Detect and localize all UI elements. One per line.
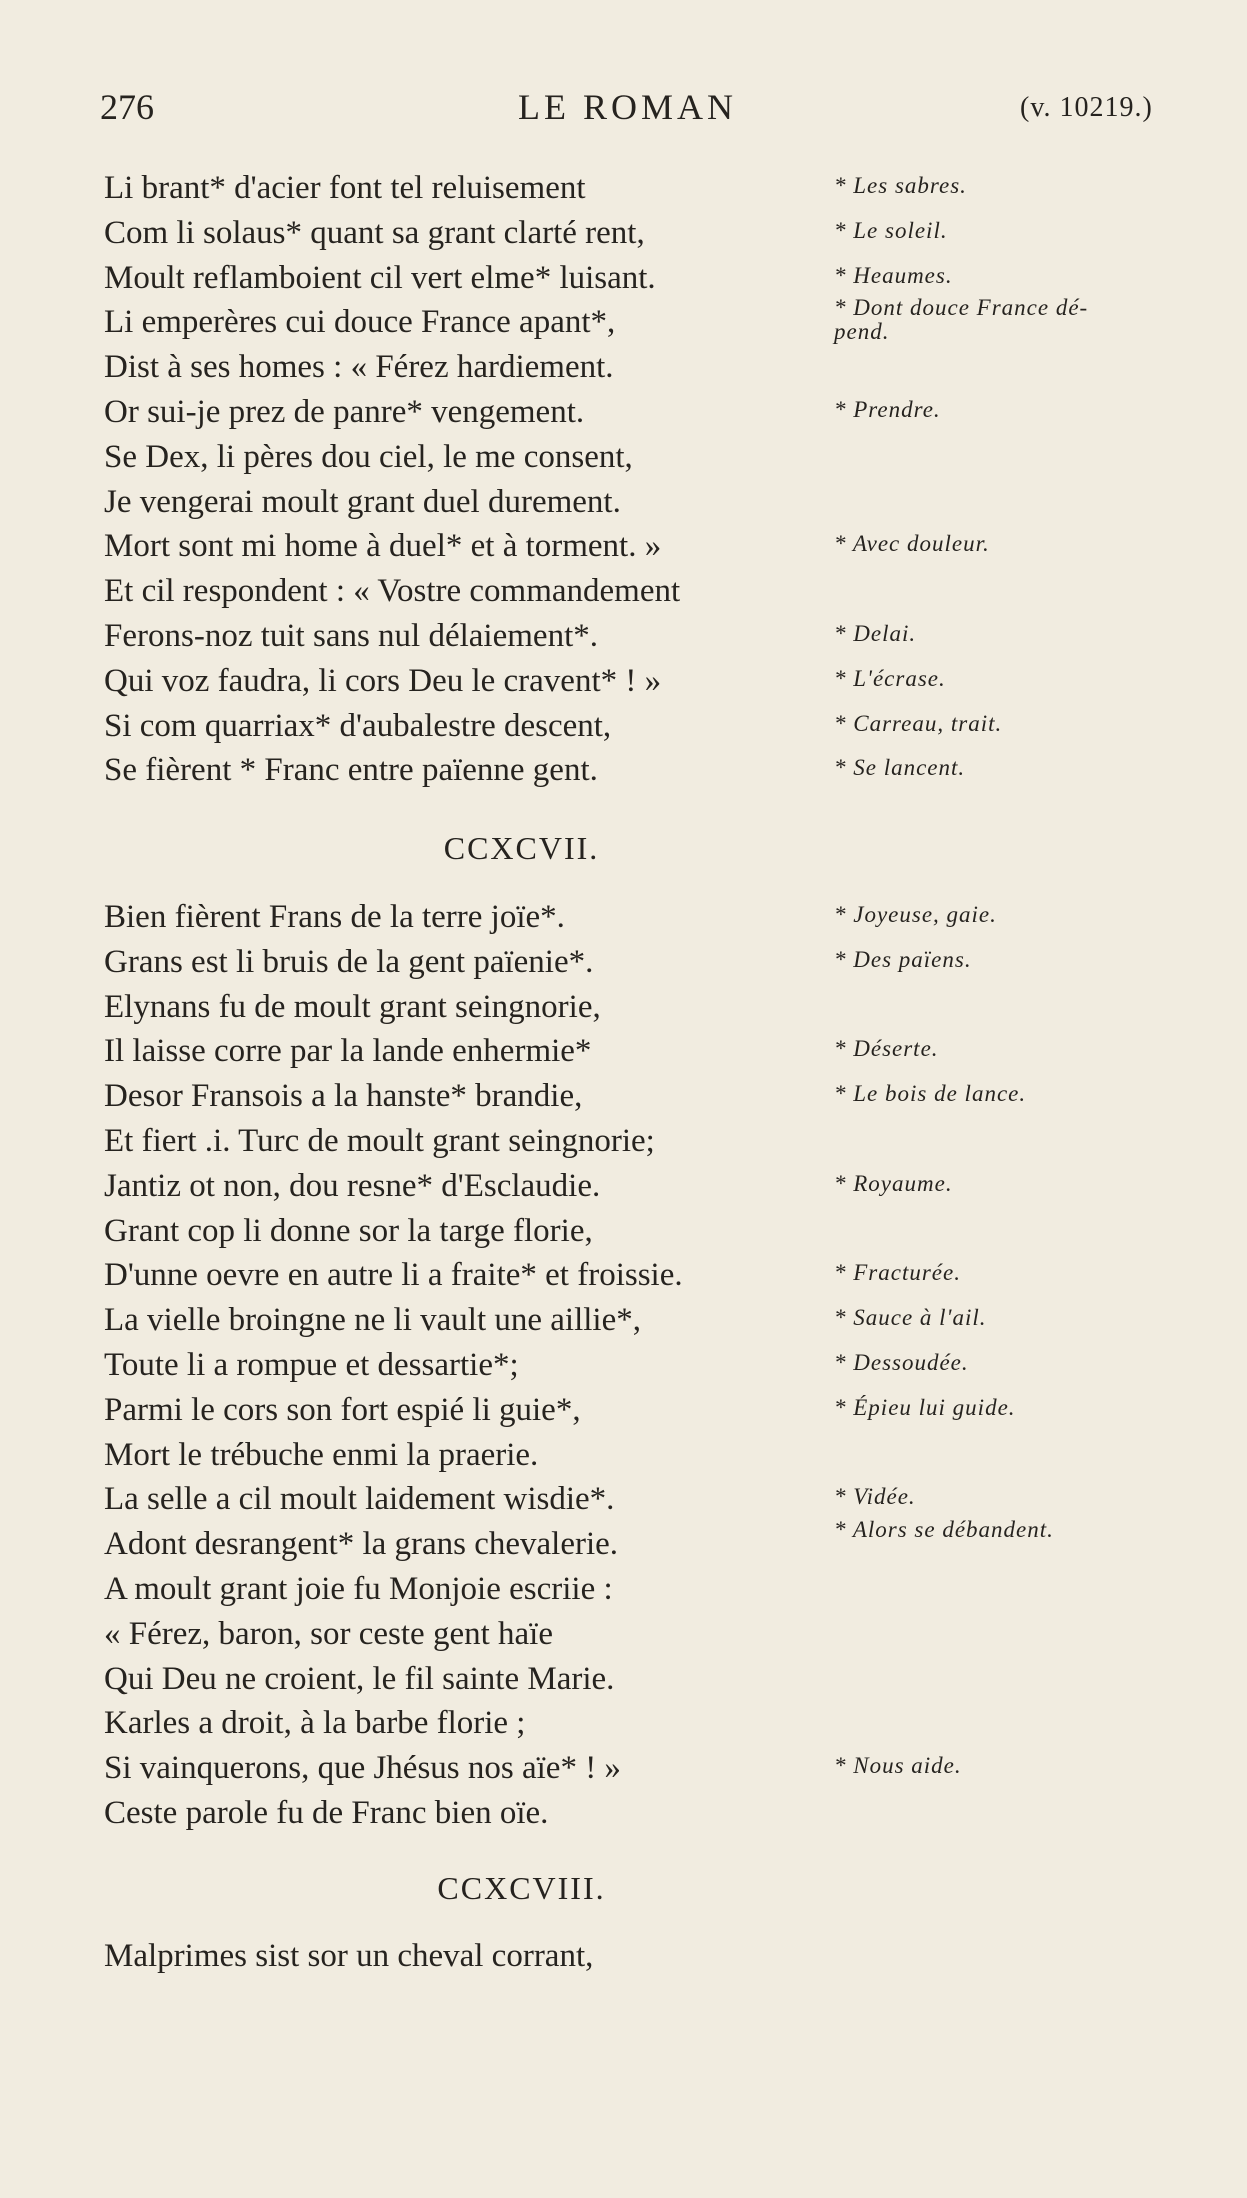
verse-row: [0, 1746, 1247, 1791]
verse-line: Ferons-noz tuit sans nul délaiement*.: [104, 617, 598, 654]
verse-row: [0, 1164, 1247, 1209]
verse-row: [0, 166, 1247, 211]
gloss-note: * Prendre.: [834, 396, 941, 422]
verse-row: [0, 1701, 1247, 1746]
verse-line: Et fiert .i. Turc de moult grant seingnorie;: [104, 1122, 655, 1159]
gloss-note: * Dont douce France dé-pend.: [834, 295, 1089, 345]
verse-line: Com li solaus* quant sa grant clarté rent,: [104, 214, 645, 251]
gloss-note: * Fracturée.: [834, 1260, 961, 1286]
verse-line: Se fièrent * Franc entre païenne gent.: [104, 752, 598, 789]
stanza-heading-ccxcviii: [0, 1870, 1247, 1907]
gloss-note: * Le bois de lance.: [834, 1081, 1027, 1107]
verse-line: La vielle broingne ne li vault une aillie*,: [104, 1302, 641, 1339]
verse-row: [0, 940, 1247, 985]
verse-line: La selle a cil moult laidement wisdie*.: [104, 1481, 615, 1518]
verse-line: Jantiz ot non, dou resne* d'Esclaudie.: [104, 1167, 601, 1204]
verse-line: Il laisse corre par la lande enhermie*: [104, 1033, 592, 1070]
page-header: [0, 86, 1247, 136]
verse-row: [0, 614, 1247, 659]
verse-row: [0, 1119, 1247, 1164]
verse-row: [0, 1791, 1247, 1836]
verse-line: Moult reflamboient cil vert elme* luisant.: [104, 259, 656, 296]
verse-line: Adont desrangent* la grans chevalerie.: [104, 1526, 619, 1563]
verse-row: [0, 659, 1247, 704]
verse-row: [0, 345, 1247, 390]
verse-line: Ceste parole fu de Franc bien oïe.: [104, 1794, 549, 1831]
gloss-note: * Des païens.: [834, 946, 972, 972]
gloss-note: * Alors se débandent.: [834, 1517, 1054, 1543]
verse-line: Or sui-je prez de panre* vengement.: [104, 393, 585, 430]
verse-row: [0, 256, 1247, 301]
verse-row: [0, 748, 1247, 793]
verse-line: Li brant* d'acier font tel reluisement: [104, 170, 586, 206]
running-title: LE ROMAN: [518, 87, 737, 127]
verse-line: Mort le trébuche enmi la praerie.: [104, 1436, 539, 1473]
verse-row: [0, 1388, 1247, 1433]
gloss-note: * Carreau, trait.: [834, 710, 1003, 736]
verse-line: Elynans fu de moult grant seingnorie,: [104, 988, 601, 1025]
stanza-ccxcvii: [0, 895, 1247, 1836]
gloss-note: * Nous aide.: [834, 1753, 962, 1779]
stanza-heading-ccxcvii: [0, 830, 1247, 867]
verse-row: [0, 480, 1247, 525]
verse-line: Malprimes sist sor un cheval corrant,: [104, 1938, 594, 1974]
verse-row: [0, 1209, 1247, 1254]
verse-line: Si com quarriax* d'aubalestre descent,: [104, 707, 612, 744]
verse-line: Li emperères cui douce France apant*,: [104, 304, 616, 341]
gloss-note: * Dessoudée.: [834, 1349, 969, 1375]
verse-row: [0, 1517, 1247, 1567]
gloss-note: * Heaumes.: [834, 262, 953, 288]
verse-row: [0, 1934, 1247, 1979]
verse-line: Si vainquerons, que Jhésus nos aïe* ! »: [104, 1750, 621, 1787]
stanza-heading-text: CCXCVIII.: [437, 1870, 606, 1906]
verse-row: [0, 1298, 1247, 1343]
verse-row: [0, 390, 1247, 435]
verse-line: Et cil respondent : « Vostre commandement: [104, 573, 681, 610]
verse-line: Grant cop li donne sor la targe florie,: [104, 1212, 593, 1249]
verse-line: Desor Fransois a la hanste* brandie,: [104, 1078, 583, 1115]
verse-row: [0, 1612, 1247, 1657]
gloss-note: * L'écrase.: [834, 665, 946, 691]
verse-row: [0, 895, 1247, 940]
verse-row: [0, 1477, 1247, 1522]
gloss-note: * Le soleil.: [834, 217, 948, 243]
verse-line: Karles a droit, à la barbe florie ;: [104, 1705, 526, 1742]
verse-row: [0, 1029, 1247, 1074]
verse-line: Bien fièrent Frans de la terre joïe*.: [104, 899, 565, 935]
verse-line: Se Dex, li pères dou ciel, le me consent,: [104, 438, 633, 475]
gloss-note: * Déserte.: [834, 1036, 939, 1062]
verse-row: [0, 985, 1247, 1030]
gloss-note: * Avec douleur.: [834, 531, 990, 557]
verse-row: [0, 211, 1247, 256]
verse-line: D'unne oevre en autre li a fraite* et froissie.: [104, 1257, 683, 1294]
gloss-note: * Épieu lui guide.: [834, 1394, 1016, 1420]
verse-row: [0, 295, 1247, 345]
gloss-note: * Joyeuse, gaie.: [834, 902, 997, 927]
verse-row: [0, 1567, 1247, 1612]
verse-line: Qui voz faudra, li cors Deu le cravent* ! »: [104, 662, 662, 699]
verse-row: [0, 569, 1247, 614]
gloss-note: * Sauce à l'ail.: [834, 1305, 987, 1331]
verse-row: [0, 1343, 1247, 1388]
gloss-note: * Vidée.: [834, 1484, 916, 1510]
verse-line: Dist à ses homes : « Férez hardiement.: [104, 349, 614, 386]
page-number: 276: [100, 87, 154, 127]
verse-line: Mort sont mi home à duel* et à torment. »: [104, 528, 662, 565]
verse-row: [0, 1433, 1247, 1478]
gloss-note: * Les sabres.: [834, 173, 967, 198]
verse-line: Qui Deu ne croient, le fil sainte Marie.: [104, 1660, 615, 1697]
verse-line: « Férez, baron, sor ceste gent haïe: [104, 1615, 553, 1652]
verse-row: [0, 1074, 1247, 1119]
verse-row: [0, 1657, 1247, 1702]
gloss-note: * Se lancent.: [834, 755, 966, 781]
gloss-note: * Delai.: [834, 620, 917, 646]
verse-row: [0, 704, 1247, 749]
verse-line: Je vengerai moult grant duel durement.: [104, 483, 621, 520]
verse-row: [0, 1253, 1247, 1298]
verse-line: A moult grant joie fu Monjoie escriie :: [104, 1570, 613, 1607]
verse-reference: (v. 10219.): [1020, 92, 1153, 123]
verse-line: Grans est li bruis de la gent païenie*.: [104, 943, 594, 980]
stanza-ccxcvi-continued: [0, 166, 1247, 793]
verse-line: Parmi le cors son fort espié li guie*,: [104, 1391, 581, 1428]
gloss-note: * Royaume.: [834, 1170, 953, 1196]
verse-row: [0, 435, 1247, 480]
stanza-heading-text: CCXCVII.: [443, 830, 600, 866]
stanza-ccxcviii: [0, 1934, 1247, 1979]
verse-row: [0, 524, 1247, 569]
verse-line: Toute li a rompue et dessartie*;: [104, 1346, 519, 1383]
